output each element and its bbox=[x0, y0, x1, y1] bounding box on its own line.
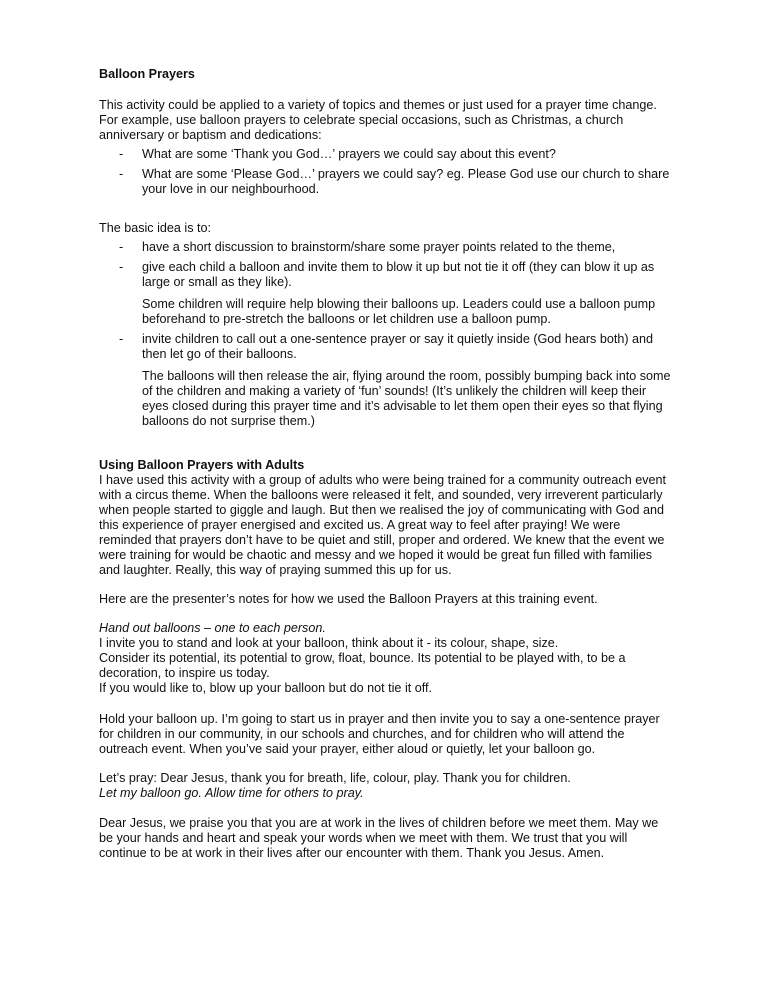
dash-bullet: - bbox=[119, 240, 124, 254]
dash-bullet: - bbox=[119, 167, 124, 181]
prayer-block bbox=[99, 771, 674, 801]
intro-list bbox=[99, 147, 674, 202]
adults-paragraph: I have used this activity with a group of adults who were being trained for a community outreach event with a circus theme. When the balloons were released it felt, and sounded, very irreverent particularly when people started to giggle and laugh. But then we realised the joy of communicating with God and this experience of prayer energised and excited us. A great way to feel after praying! We were reminded that prayers don’t have to be quiet and still, proper and ordered. We knew that the event we were training for would be chaotic and messy and we hoped it would be great fun filled with families and laughter. Really, this way of praying summed this up for us. bbox=[99, 473, 667, 577]
list-item-text: What are some ‘Please God…’ prayers we could say? eg. Please God use our church to share your love in our neighbourhood. bbox=[142, 167, 670, 196]
list-item-text: have a short discussion to brainstorm/share some prayer points related to the theme, bbox=[142, 240, 616, 254]
basic-idea-list bbox=[99, 240, 674, 434]
presenter-intro: Here are the presenter’s notes for how we used the Balloon Prayers at this training event. bbox=[99, 592, 598, 606]
list-item-text: invite children to call out a one-sentence prayer or say it quietly inside (God hears both) and then let go of their balloons. bbox=[142, 332, 654, 361]
list-item-note: Some children will require help blowing their balloons up. Leaders could use a balloon pump beforehand to pre-stretch the balloons or let children use a balloon pump. bbox=[142, 297, 656, 326]
intro-paragraph: This activity could be applied to a variety of topics and themes or just used for a prayer time change. For example, use balloon prayers to celebrate special occasions, such as Christmas, a church anniversary or baptism and dedications: bbox=[99, 98, 657, 142]
document-title: Balloon Prayers bbox=[99, 67, 195, 81]
presenter-notes bbox=[99, 621, 674, 696]
adults-section-heading: Using Balloon Prayers with Adults bbox=[99, 458, 305, 472]
list-item bbox=[99, 260, 674, 327]
notes-line: I invite you to stand and look at your balloon, think about it - its colour, shape, size. bbox=[99, 636, 559, 650]
basic-idea-heading: The basic idea is to: bbox=[99, 221, 212, 235]
closing-prayer: Dear Jesus, we praise you that you are at work in the lives of children before we meet them. May we be your hands and heart and speak your words when we meet with them. We trust that you will continue to be at work in their lives after our encounter with them. Thank you Jesus. Amen. bbox=[99, 816, 659, 860]
prayer-instruction: Let my balloon go. Allow time for others to pray. bbox=[99, 786, 364, 800]
list-item bbox=[99, 147, 674, 162]
dash-bullet: - bbox=[119, 260, 124, 274]
hold-up-paragraph: Hold your balloon up. I’m going to start us in prayer and then invite you to say a one-sentence prayer for children in our community, in our schools and churches, and for children who will attend the outreach event. When you’ve said your prayer, either aloud or quietly, let your balloon go. bbox=[99, 712, 660, 756]
dash-bullet: - bbox=[119, 332, 124, 346]
list-item-text: What are some ‘Thank you God…’ prayers we could say about this event? bbox=[142, 147, 556, 161]
notes-line: If you would like to, blow up your balloon but do not tie it off. bbox=[99, 681, 433, 695]
dash-bullet: - bbox=[119, 147, 124, 161]
list-item bbox=[99, 240, 674, 255]
notes-instruction: Hand out balloons – one to each person. bbox=[99, 621, 326, 635]
list-item-text: give each child a balloon and invite them to blow it up but not tie it off (they can blow it up as large or small as they like). bbox=[142, 260, 655, 289]
list-item bbox=[99, 332, 674, 429]
prayer-line: Let’s pray: Dear Jesus, thank you for breath, life, colour, play. Thank you for children. bbox=[99, 771, 571, 785]
list-item-note: The balloons will then release the air, flying around the room, possibly bumping back into some of the children and making a variety of ‘fun’ sounds! (It’s unlikely the children will keep their eyes closed during this prayer time and it’s advisable to let them open their eyes so that flying balloons do not surprise them.) bbox=[142, 369, 671, 428]
notes-line: Consider its potential, its potential to grow, float, bounce. Its potential to be played with, to be a decoration, to inspire us today. bbox=[99, 651, 626, 680]
list-item bbox=[99, 167, 674, 197]
